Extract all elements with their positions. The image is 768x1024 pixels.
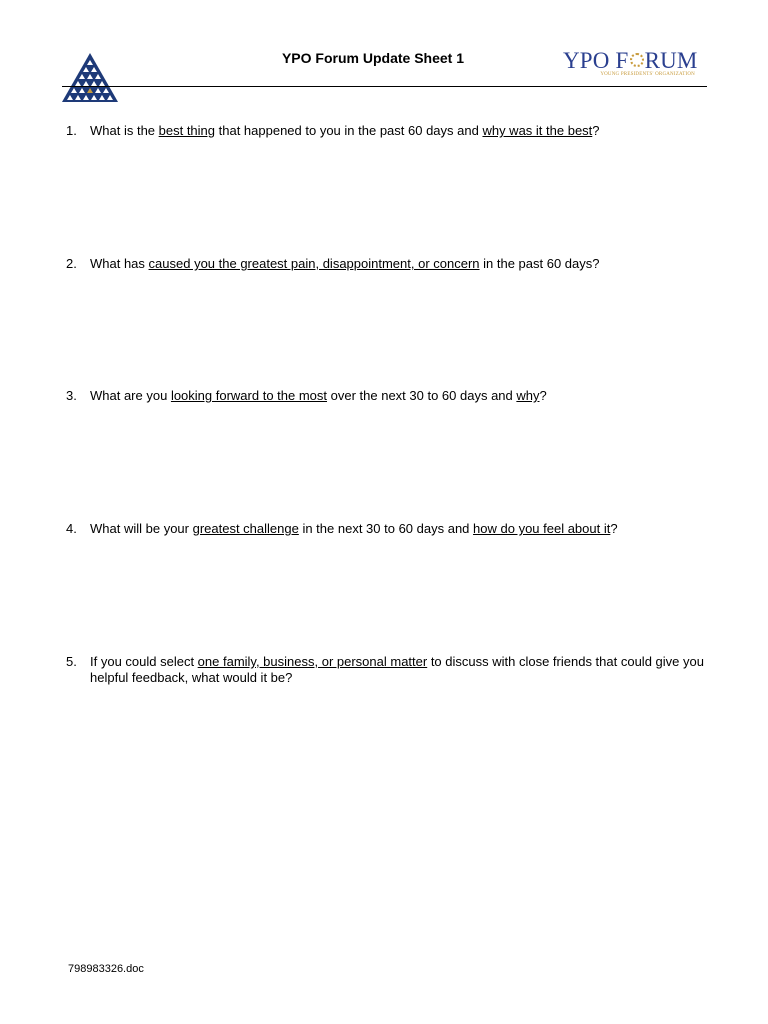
question-text-part: What will be your <box>90 521 193 536</box>
question-emphasis: why <box>516 388 540 403</box>
question-text <box>90 256 706 272</box>
question-emphasis: caused you the greatest pain, disappointment, or concern <box>148 256 480 271</box>
triangle-logo-icon <box>61 52 119 104</box>
question-number: 5. <box>66 654 77 669</box>
question-text-part: ? <box>539 388 547 403</box>
question-text <box>90 654 706 686</box>
question-4 <box>66 521 706 537</box>
question-text-part: that happened to you in the past 60 days and <box>215 123 483 138</box>
page-title: YPO Forum Update Sheet 1 <box>281 50 465 66</box>
question-emphasis: greatest challenge <box>192 521 299 536</box>
question-text <box>90 123 706 139</box>
question-text-part: If you could select <box>90 654 198 669</box>
globe-mark-icon <box>630 53 644 67</box>
question-5 <box>66 654 706 686</box>
question-1 <box>66 123 706 139</box>
question-emphasis: why was it the best <box>482 123 593 138</box>
question-2 <box>66 256 706 272</box>
question-number: 2. <box>66 256 77 271</box>
question-emphasis: best thing <box>158 123 216 138</box>
logo-tagline: YOUNG PRESIDENTS' ORGANIZATION <box>600 72 695 77</box>
question-text <box>90 388 706 404</box>
question-emphasis: how do you feel about it <box>473 521 611 536</box>
question-text-part: over the next 30 to 60 days and <box>327 388 517 403</box>
question-text-part: in the past 60 days? <box>479 256 600 271</box>
question-text-part: ? <box>610 521 618 536</box>
question-emphasis: one family, business, or personal matter <box>197 654 428 669</box>
question-text-part: to discuss with close friends that could give you helpful feedback, what would it be? <box>90 654 704 685</box>
question-text <box>90 521 706 537</box>
question-text-part: What has <box>90 256 149 271</box>
question-3 <box>66 388 706 404</box>
question-text-part: What is the <box>90 123 159 138</box>
question-number: 3. <box>66 388 77 403</box>
footer-filename: 798983326.doc <box>68 963 144 975</box>
question-text-part: ? <box>592 123 600 138</box>
header-divider <box>62 86 707 87</box>
question-emphasis: looking forward to the most <box>170 388 328 403</box>
question-text-part: in the next 30 to 60 days and <box>298 521 474 536</box>
ypo-forum-logo <box>563 49 703 81</box>
question-number: 4. <box>66 521 77 536</box>
question-number: 1. <box>66 123 77 138</box>
question-text-part: What are you <box>90 388 171 403</box>
logo-brand-text: YPO F RUM <box>563 48 698 73</box>
